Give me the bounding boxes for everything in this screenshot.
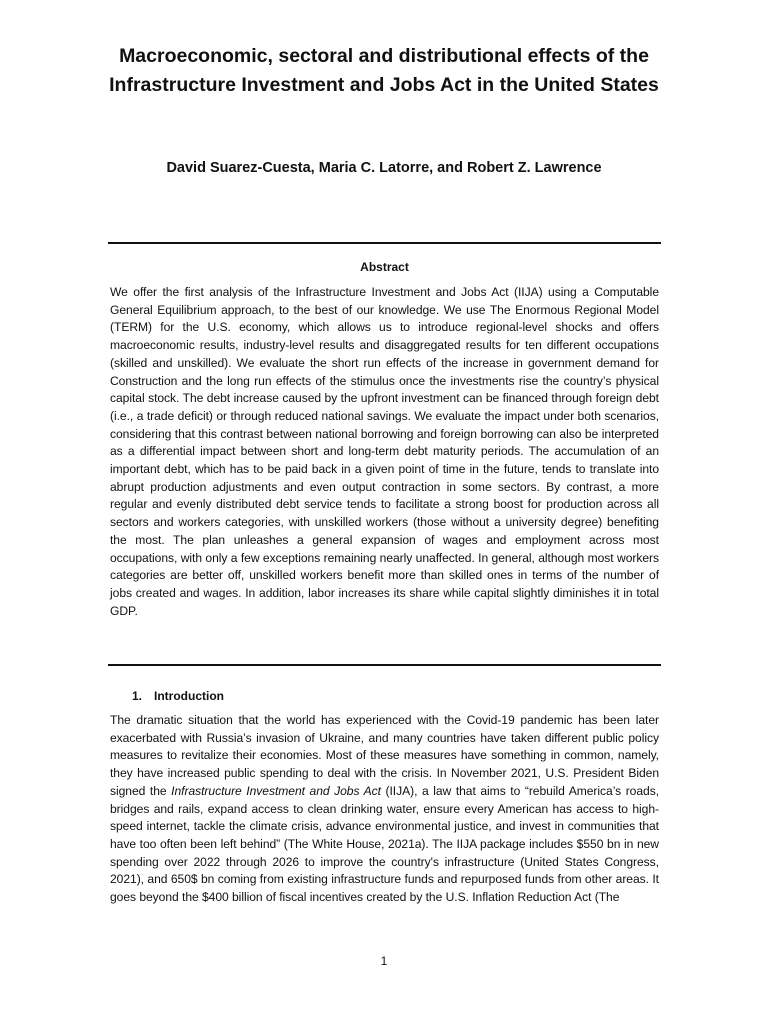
intro-text-part1: The dramatic situation that the world has experienced with the Covid-19 pandemic has been later exacerbated with Russia’s invasion of Ukraine, and many countries have taken different public policy measures to revitalize their economies. Most of these measures have something in common, namely, they have increased public spending to deal with the crisis. In November 2021, U.S. President Biden signed the xyxy=(110,713,659,798)
section-heading-introduction xyxy=(132,688,224,705)
intro-text-act-name: Infrastructure Investment and Jobs Act xyxy=(171,783,381,798)
paper-authors: David Suarez-Cuesta, Maria C. Latorre, and Robert Z. Lawrence xyxy=(166,160,602,176)
paper-title: Macroeconomic, sectoral and distributional effects of the Infrastructure Investment and Jobs Act in the United States xyxy=(109,45,659,96)
abstract-body: We offer the first analysis of the Infrastructure Investment and Jobs Act (IIJA) using a Computable General Equilibrium approach, to the best of our knowledge. We use The Enormous Regional Model (TERM) for the U.S. economy, which allows us to introduce regional-level shocks and offers macroeconomic results, industry-level results and disaggregated results for ten different occupations (skilled and unskilled). We evaluate the short run effects of the increase in government demand for Construction and the long run effects of the stimulus once the investments rise the country’s physical capital stock. The debt increase caused by the upfront investment can be financed through foreign debt (i.e., a trade deficit) or through reduced national savings. We evaluate the impact under both scenarios, considering that this contrast between national borrowing and foreign borrowing can also be interpreted as a differential impact between short and long-term debt maturity periods. The accumulation of an important debt, which has to be paid back in a given point of time in the future, tends to translate into abrupt production adjustments and even output contraction in some sectors. By contrast, a more regular and evenly distributed debt service tends to facilitate a strong boost for production across all sectors and workers categories, with unskilled workers (those without a university degree) benefiting the most. The plan unleashes a general expansion of wages and employment across most occupations, with only a few exceptions remaining nearly unaffected. In general, although most workers categories are better off, unskilled workers benefit more than skilled ones in terms of the number of jobs created and wages. In addition, labor increases its share while capital slightly diminishes it in total GDP. xyxy=(110,285,659,618)
section-title: Introduction xyxy=(154,689,224,703)
abstract-heading: Abstract xyxy=(360,260,409,274)
intro-text-part2: (IIJA), a law that aims to “rebuild America’s roads, bridges and rails, expand access to clean drinking water, ensure every American has access to high-speed internet, tackle the climate crisis, advance environmental justice, and invest in communities that have too often been left behind” (The White House, 2021a). The IIJA package includes $550 bn in new spending over 2022 through 2026 to improve the country's infrastructure (United States Congress, 2021), and 650$ bn coming from existing infrastructure funds and repurposed funds from other areas. It goes beyond the $400 billion of fiscal incentives created by the U.S. Inflation Reduction Act (The xyxy=(110,783,660,905)
page-number: 1 xyxy=(380,954,388,968)
section-number: 1. xyxy=(132,689,143,703)
abstract-bottom-rule xyxy=(108,664,661,666)
introduction-body xyxy=(110,712,659,907)
abstract-top-rule xyxy=(108,242,661,244)
